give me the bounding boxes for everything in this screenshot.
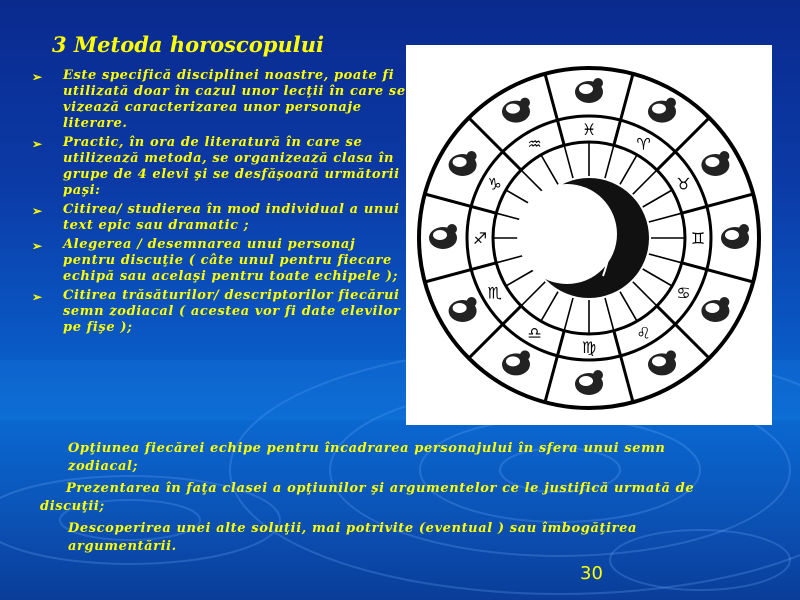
bullet-item: [32, 135, 412, 199]
zodiac-wheel-drawing: [406, 45, 772, 425]
bullet-item: [32, 202, 412, 234]
bullet-item: [32, 237, 412, 285]
slide-title: 3 Metoda horoscopului: [52, 32, 324, 57]
zodiac-symbol: ♏: [487, 283, 502, 303]
zodiac-wheel-image: [406, 45, 772, 425]
arrow-bullet-icon: ➢: [32, 137, 43, 151]
arrow-bullet-icon: ➢: [32, 204, 43, 218]
zodiac-symbol: ♈: [636, 134, 651, 154]
zodiac-symbol: ♎: [527, 323, 542, 343]
zodiac-symbol: ♑: [487, 174, 502, 194]
arrow-bullet-icon: ➢: [32, 239, 43, 253]
zodiac-symbol: ♌: [636, 323, 651, 343]
bullet-item: [32, 288, 412, 336]
zodiac-symbol: ♐: [472, 229, 488, 248]
bullet-text: Alegerea / desemnarea unui personaj pentru discuţie ( câte unul pentru fiecare echipă sau acelaşi pentru toate echipele );: [63, 237, 399, 284]
zodiac-symbol: ♒: [527, 134, 542, 154]
bottom-paragraph: Prezentarea în faţa clasei a opţiunilor şi argumentelor ce le justifică urmată de discuţii;: [40, 481, 695, 514]
zodiac-symbol: ♍: [581, 338, 597, 357]
bullet-item: [32, 68, 412, 132]
bottom-paragraph: Opţiunea fiecărei echipe pentru încadrarea personajului în sfera unui semn zodiacal;: [68, 441, 666, 474]
bullet-text: Este specifică disciplinei noastre, poate fi utilizată doar în cazul unor lecţii în care se vizează caracterizarea unor personaje literare.: [63, 68, 406, 131]
page-number: 30: [580, 563, 603, 584]
bottom-text-block: [40, 440, 740, 560]
zodiac-symbol: ♉: [676, 174, 691, 194]
zodiac-symbol: ♊: [690, 229, 706, 248]
bullet-list: [32, 68, 412, 339]
bullet-text: Citirea/ studierea în mod individual a unui text epic sau dramatic ;: [63, 202, 400, 233]
moon-cutout: [517, 184, 617, 284]
arrow-bullet-icon: ➢: [32, 70, 43, 84]
zodiac-symbol: ♋: [676, 283, 691, 303]
bullet-text: Citirea trăsăturilor/ descriptorilor fiecărui semn zodiacal ( acestea vor fi date elevilor pe fişe );: [63, 288, 401, 335]
arrow-bullet-icon: ➢: [32, 290, 43, 304]
bottom-paragraph: Descoperirea unei alte soluţii, mai potrivite (eventual ) sau îmbogăţirea argumentării.: [68, 521, 637, 554]
zodiac-symbol: ♓: [581, 120, 597, 139]
moon-eye: [605, 218, 613, 226]
bullet-text: Practic, în ora de literatură în care se utilizează metoda, se organizează clasa în grupe de 4 elevi şi se desfăşoară următorii paşi:: [63, 135, 400, 198]
